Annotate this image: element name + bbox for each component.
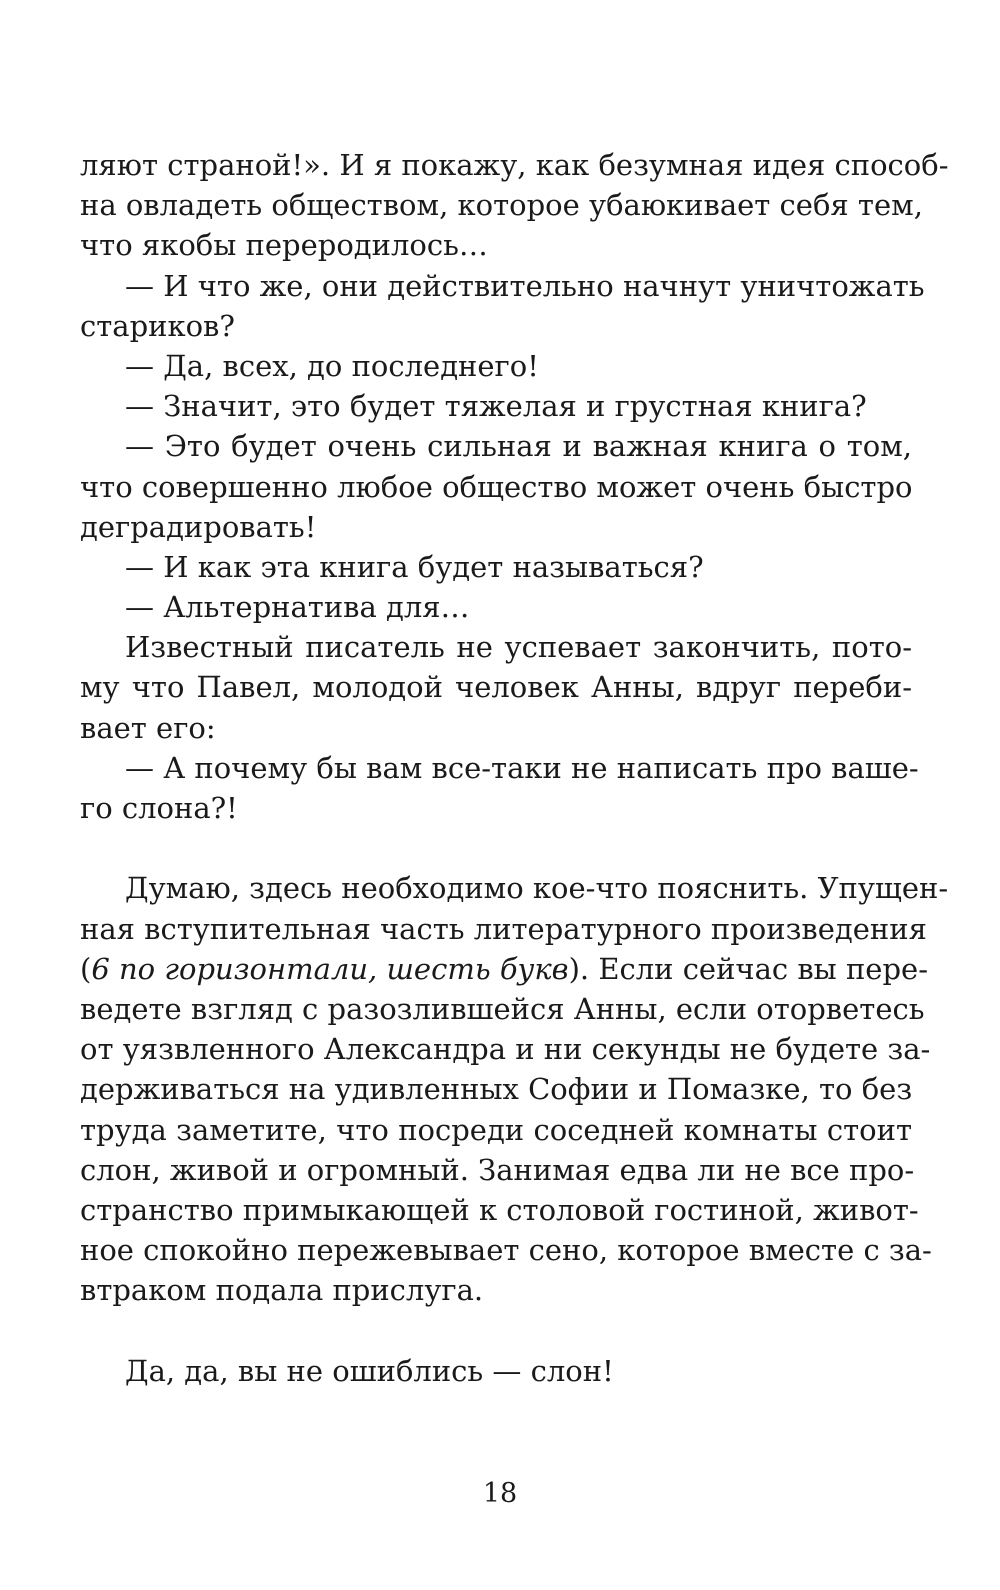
paragraph-gap xyxy=(80,828,912,868)
dialogue-line: — А почему бы вам все-таки не написать про ваше- xyxy=(125,750,919,785)
dialogue-line: — Альтернатива для… xyxy=(125,590,470,625)
text-line: на овладеть обществом, которое убаюкивает себя тем, xyxy=(80,188,923,223)
italic-clue: 6 по горизонтали, шесть букв xyxy=(91,951,569,986)
text-line: ная вступительная часть литературного произведения xyxy=(80,911,927,946)
text-line: странство примыкающей к столовой гостиной, живот- xyxy=(80,1192,919,1227)
paragraph-line: Известный писатель не успевает закончить, пото- xyxy=(125,630,912,665)
text-line: втраком подала прислуга. xyxy=(80,1273,484,1308)
text-line: ное спокойно пережевывает сено, которое вместе с за- xyxy=(80,1233,932,1268)
paragraph-line: Да, да, вы не ошиблись — слон! xyxy=(125,1353,614,1388)
text-line: стариков? xyxy=(80,308,235,343)
text-line: деградировать! xyxy=(80,509,317,544)
text-line: ведете взгляд с разозлившейся Анны, если оторветесь xyxy=(80,991,925,1026)
page-body xyxy=(80,145,949,1391)
text-line: держиваться на удивленных Софии и Помазке, то без xyxy=(80,1072,913,1107)
text-line: от уязвленного Александра и ни секунды не будете за- xyxy=(80,1032,931,1067)
text-line: слон, живой и огромный. Занимая едва ли не все про- xyxy=(80,1152,915,1187)
text-line xyxy=(80,949,928,989)
dialogue-line: — Значит, это будет тяжелая и грустная книга? xyxy=(125,389,867,424)
text-line: го слона?! xyxy=(80,791,238,825)
text-fragment: ). Если сейчас вы пере- xyxy=(568,951,928,986)
text-line: ляют страной!». И я покажу, как безумная идея способ- xyxy=(80,148,949,182)
text-fragment: ( xyxy=(80,951,92,986)
text-line: вает его: xyxy=(80,710,216,745)
text-line: что якобы переродилось… xyxy=(80,228,488,263)
text-line: что совершенно любое общество может очень быстро xyxy=(80,469,913,504)
page-number: 18 xyxy=(482,1478,518,1509)
text-line: труда заметите, что посреди соседней комнаты стоит xyxy=(80,1112,912,1147)
dialogue-line: — И что же, они действительно начнут уничтожать xyxy=(125,268,925,303)
dialogue-line: — И как эта книга будет называться? xyxy=(125,549,704,584)
paragraph-gap xyxy=(80,1310,912,1350)
dialogue-line: — Это будет очень сильная и важная книга о том, xyxy=(125,429,912,464)
dialogue-line: — Да, всех, до последнего! xyxy=(125,348,539,383)
text-line: му что Павел, молодой человек Анны, вдруг переби- xyxy=(80,670,912,705)
paragraph-line: Думаю, здесь необходимо кое-что пояснить. Упущен- xyxy=(125,871,949,906)
